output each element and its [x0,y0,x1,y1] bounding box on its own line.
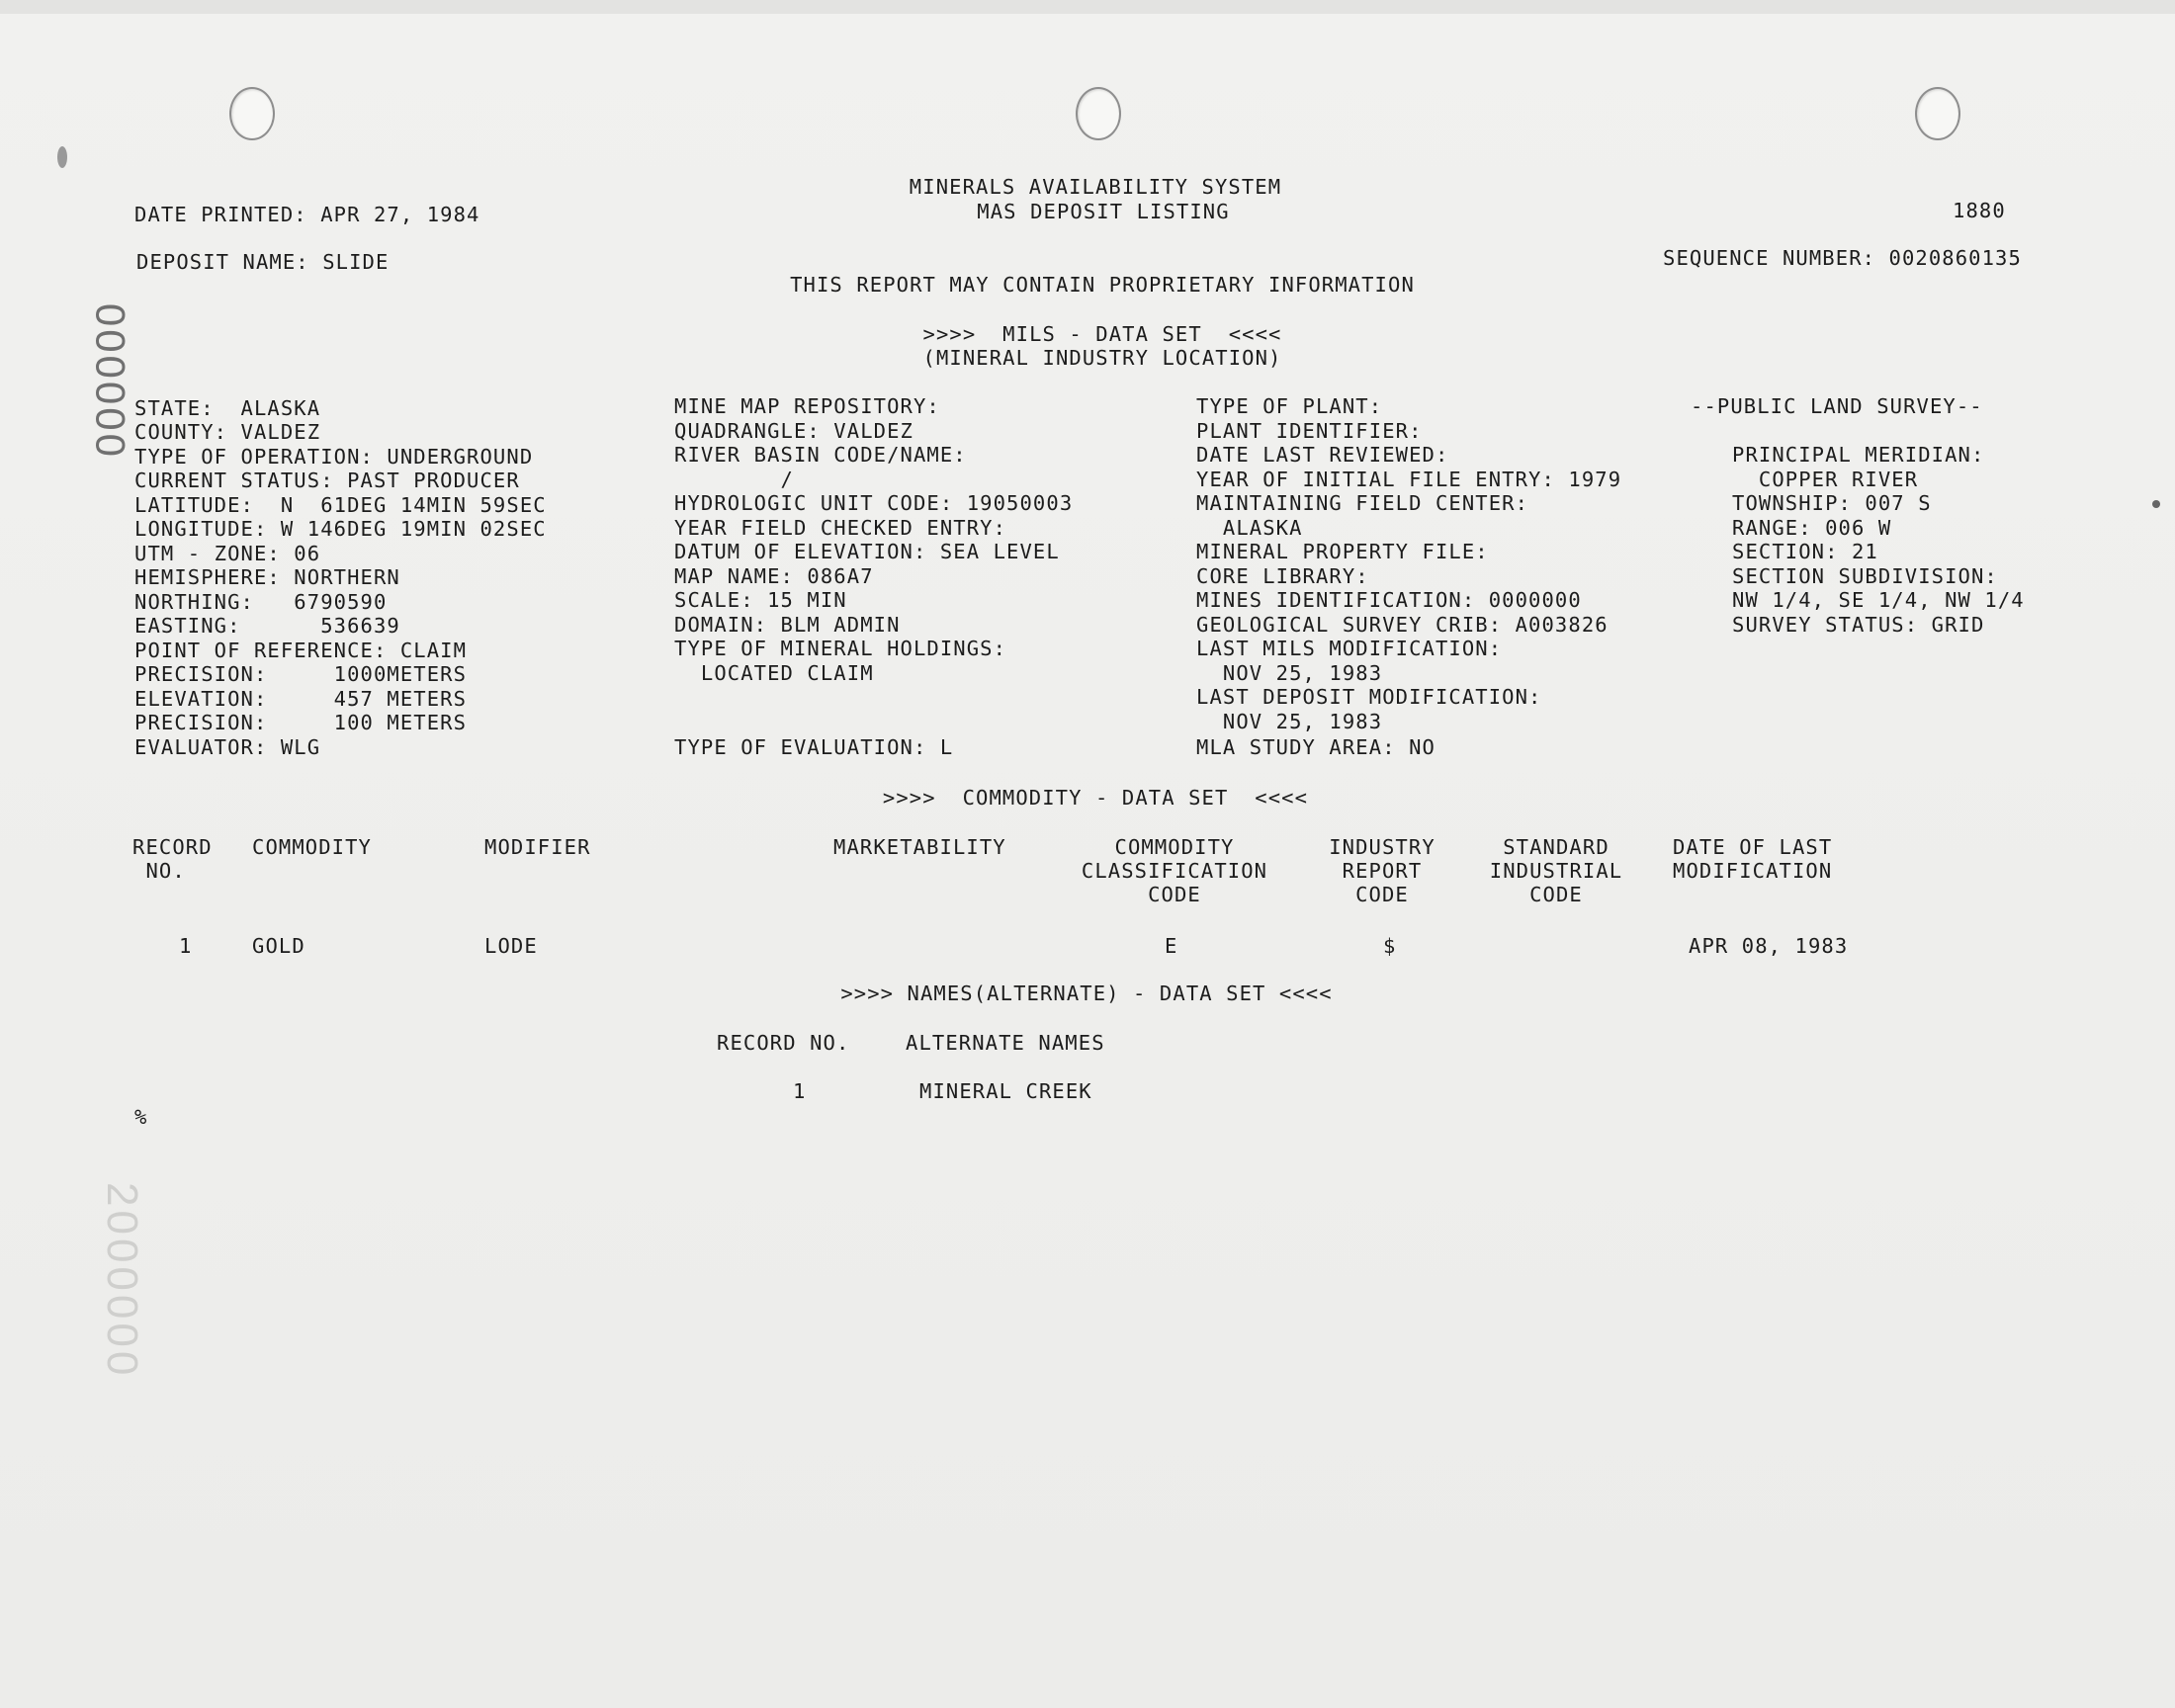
field-section: SECTION: 21 [1732,540,1878,563]
speck [2152,500,2160,508]
field-operation-type: TYPE OF OPERATION: UNDERGROUND [134,445,534,469]
punch-hole-right [1915,87,1960,140]
date-printed: DATE PRINTED: APR 27, 1984 [134,203,480,226]
cell-classification-code: E [1165,934,1178,958]
col-header-industry-report-code: INDUSTRY REPORT CODE [1329,835,1436,906]
page-number: 1880 [1953,199,2006,222]
field-type-of-plant: TYPE OF PLANT: [1196,394,1383,418]
field-river-basin: RIVER BASIN CODE/NAME: [674,443,967,467]
cell-commodity: GOLD [252,934,305,958]
cell-industry-report-code: $ [1383,934,1397,958]
field-range: RANGE: 006 W [1732,516,1892,540]
field-hydrologic-unit: HYDROLOGIC UNIT CODE: 19050003 [674,491,1074,515]
col-header-record-no: RECORD NO. [132,835,213,883]
ghost-stamp: 2000000 [98,1182,146,1380]
field-type-of-evaluation: TYPE OF EVALUATION: L [674,735,954,759]
cell-modifier: LODE [484,934,538,958]
field-mineral-holdings-value: LOCATED CLAIM [674,661,874,685]
field-mines-identification: MINES IDENTIFICATION: 0000000 [1196,588,1582,612]
field-section-subdivision-value: NW 1/4, SE 1/4, NW 1/4 [1732,588,2025,612]
field-utm-zone: UTM - ZONE: 06 [134,542,321,565]
punch-hole-center [1076,87,1121,140]
col-header-date-last-modification: DATE OF LAST MODIFICATION [1673,835,1833,883]
system-title: MINERALS AVAILABILITY SYSTEM [909,175,1282,199]
field-maintaining-center-value: ALASKA [1196,516,1303,540]
proprietary-notice: THIS REPORT MAY CONTAIN PROPRIETARY INFORMATION [790,273,1415,297]
field-precision: PRECISION: 1000METERS [134,662,468,686]
public-land-survey-heading: --PUBLIC LAND SURVEY-- [1691,394,1983,418]
col-header-names-record-no: RECORD NO. [717,1031,850,1055]
cell-alternate-name: MINERAL CREEK [919,1079,1092,1103]
field-last-mils-modification-value: NOV 25, 1983 [1196,661,1383,685]
field-last-deposit-modification-value: NOV 25, 1983 [1196,710,1383,733]
field-current-status: CURRENT STATUS: PAST PRODUCER [134,469,520,492]
field-year-field-checked: YEAR FIELD CHECKED ENTRY: [674,516,1007,540]
field-point-of-reference: POINT OF REFERENCE: CLAIM [134,639,468,662]
field-mineral-property-file: MINERAL PROPERTY FILE: [1196,540,1489,563]
mils-section-subheading: (MINERAL INDUSTRY LOCATION) [922,346,1282,370]
field-principal-meridian: PRINCIPAL MERIDIAN: [1732,443,1985,467]
col-header-alternate-names: ALTERNATE NAMES [906,1031,1105,1055]
field-principal-meridian-value: COPPER RIVER [1732,468,1919,491]
names-section-heading: >>>> NAMES(ALTERNATE) - DATA SET <<<< [840,982,1333,1005]
deposit-name: DEPOSIT NAME: SLIDE [136,250,390,274]
field-core-library: CORE LIBRARY: [1196,564,1369,588]
field-easting: EASTING: 536639 [134,614,400,638]
field-scale: SCALE: 15 MIN [674,588,847,612]
field-county: COUNTY: VALDEZ [134,420,321,444]
field-river-basin-value: / [674,468,794,491]
field-latitude: LATITUDE: N 61DEG 14MIN 59SEC [134,493,547,517]
sequence-number: SEQUENCE NUMBER: 0020860135 [1663,246,2022,270]
field-last-deposit-modification: LAST DEPOSIT MODIFICATION: [1196,685,1542,709]
scan-edge [0,0,2175,14]
mils-section-heading: >>>> MILS - DATA SET <<<< [922,322,1282,346]
speck [57,146,67,168]
field-maintaining-center: MAINTAINING FIELD CENTER: [1196,491,1529,515]
field-survey-status: SURVEY STATUS: GRID [1732,613,1985,637]
field-evaluator: EVALUATOR: WLG [134,735,321,759]
col-header-sic-code: STANDARD INDUSTRIAL CODE [1489,835,1623,906]
punch-hole-left [229,87,275,140]
field-map-name: MAP NAME: 086A7 [674,564,874,588]
end-marker: % [134,1105,148,1129]
field-elevation: ELEVATION: 457 METERS [134,687,468,711]
page-stamp: 000000 [87,299,133,457]
field-longitude: LONGITUDE: W 146DEG 19MIN 02SEC [134,517,547,541]
field-mineral-holdings: TYPE OF MINERAL HOLDINGS: [674,637,1007,660]
field-year-initial-entry: YEAR OF INITIAL FILE ENTRY: 1979 [1196,468,1622,491]
field-last-mils-modification: LAST MILS MODIFICATION: [1196,637,1503,660]
col-header-marketability: MARKETABILITY [833,835,1006,859]
col-header-commodity: COMMODITY [252,835,372,859]
field-date-last-reviewed: DATE LAST REVIEWED: [1196,443,1449,467]
field-elevation-precision: PRECISION: 100 METERS [134,711,468,734]
listing-title: MAS DEPOSIT LISTING [977,200,1230,223]
cell-names-record-no: 1 [793,1079,807,1103]
field-plant-identifier: PLANT IDENTIFIER: [1196,419,1423,443]
field-northing: NORTHING: 6790590 [134,590,388,614]
commodity-section-heading: >>>> COMMODITY - DATA SET <<<< [882,786,1309,810]
cell-date-last-modification: APR 08, 1983 [1689,934,1849,958]
field-hemisphere: HEMISPHERE: NORTHERN [134,565,400,589]
field-geological-survey-crib: GEOLOGICAL SURVEY CRIB: A003826 [1196,613,1609,637]
field-state: STATE: ALASKA [134,396,321,420]
field-quadrangle: QUADRANGLE: VALDEZ [674,419,914,443]
field-mine-map-repository: MINE MAP REPOSITORY: [674,394,940,418]
col-header-modifier: MODIFIER [484,835,591,859]
field-mla-study-area: MLA STUDY AREA: NO [1196,735,1436,759]
field-township: TOWNSHIP: 007 S [1732,491,1932,515]
cell-record-no: 1 [179,934,193,958]
field-datum-of-elevation: DATUM OF ELEVATION: SEA LEVEL [674,540,1060,563]
field-section-subdivision: SECTION SUBDIVISION: [1732,564,1998,588]
field-domain: DOMAIN: BLM ADMIN [674,613,901,637]
col-header-classification-code: COMMODITY CLASSIFICATION CODE [1081,835,1268,906]
